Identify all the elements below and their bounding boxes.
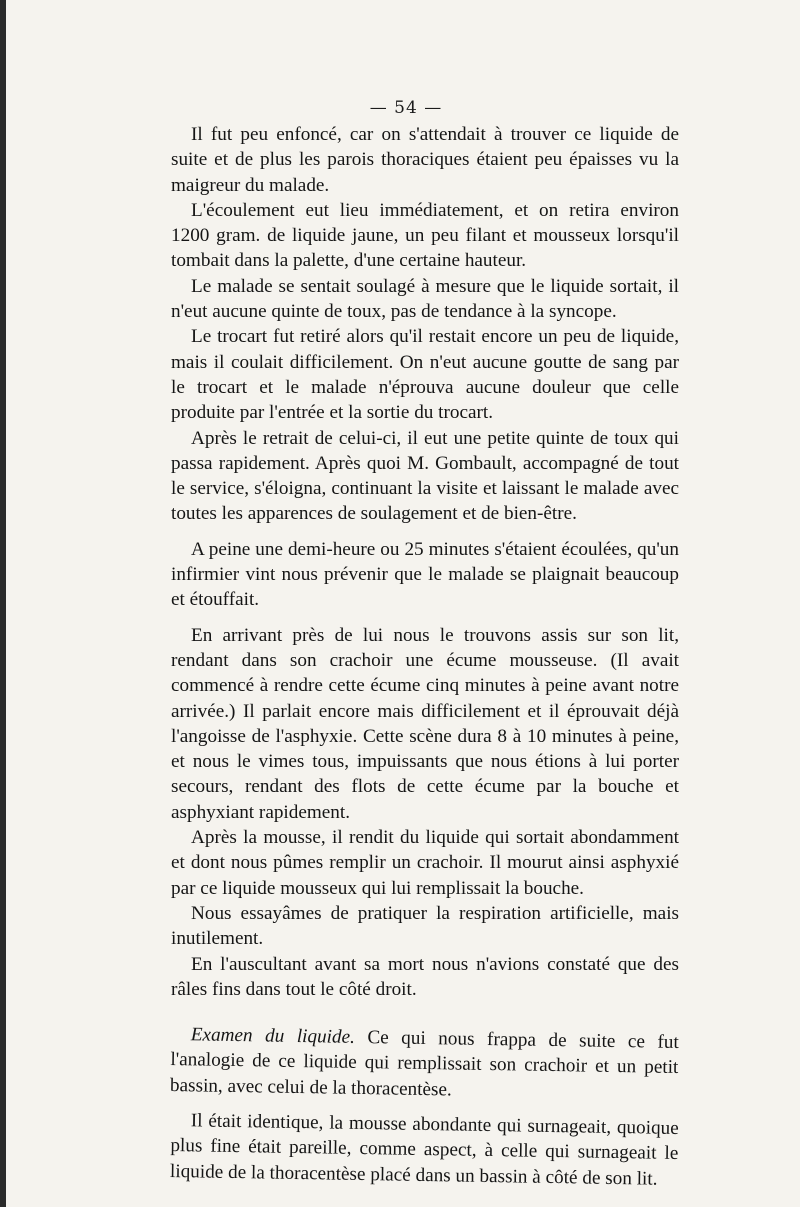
exam-title: Examen du liquide. (190, 1024, 356, 1048)
paragraph: Il était identique, la mousse abondante qui surnageait, quoique plus fine était pareille, comme aspect, à celle qui surnageait le liquide de la thoracentèse placé dans un bassin à côté de son lit. (169, 1110, 679, 1190)
paragraph: Après la mousse, il rendit du liquide qui sortait abondamment et dont nous pûmes remplir un crachoir. Il mourut ainsi asphyxié par ce liquide mousseux qui lui remplissait la bouche. (171, 827, 679, 899)
paragraph: A peine une demi-heure ou 25 minutes s'étaient écoulées, qu'un infirmier vint nous prévenir que le malade se plaignait beaucoup et étouffait. (171, 538, 679, 611)
paragraph: Le trocart fut retiré alors qu'il restait encore un peu de liquide, mais il coulait difficilement. On n'eut aucune goutte de sang par le trocart et le malade n'éprouva aucune douleur que celle produite par l'entrée et la sortie du trocart. (171, 326, 679, 424)
paragraph: Il fut peu enfoncé, car on s'attendait à trouver ce liquide de suite et de plus les parois thoraciques étaient peu épaisses vu la maigreur du malade. (171, 124, 679, 196)
paragraph: En arrivant près de lui nous le trouvons assis sur son lit, rendant dans son crachoir une écume mousseuse. (Il avait commencé à rendre cette écume cinq minutes à peine avant notre arrivée.) Il parlait encore mais difficilement et il éprouvait déjà l'angoisse de l'asphyxie. Cette scène dura 8 à 10 minutes à peine, et nous le vimes tous, impuissants que nous étions à lui porter secours, rendant des flots de cette écume par la bouche et asphyxiant rapidement. (171, 624, 679, 823)
paragraph: Nous essayâmes de pratiquer la respiration artificielle, mais inutilement. (171, 902, 679, 950)
exam-paragraph (170, 1022, 679, 1106)
paragraph: L'écoulement eut lieu immédiatement, et on retira environ 1200 gram. de liquide jaune, un peu filant et mousseux lorsqu'il tombait dans la palette, d'une certaine hauteur. (171, 199, 679, 272)
paragraph: En l'auscultant avant sa mort nous n'avions constaté que des râles fins dans tout le côté droit. (171, 953, 679, 1000)
page-number: — 54 — (369, 98, 443, 118)
paragraph: Le malade se sentait soulagé à mesure que le liquide sortait, il n'eut aucune quinte de toux, pas de tendance à la syncope. (171, 275, 679, 323)
paragraph: Après le retrait de celui-ci, il eut une petite quinte de toux qui passa rapidement. Après quoi M. Gombault, accompagné de tout le service, s'éloigna, continuant la visite et laissant le malade avec toutes les apparences de soulagement et de bien-être. (171, 427, 679, 525)
exam-text: Ce qui nous frappa de suite ce fut l'analogie de ce liquide qui remplissait son crachoir et un petit bassin, avec celui de la thoracentèse. (169, 1026, 679, 1101)
body-text (169, 122, 679, 1190)
